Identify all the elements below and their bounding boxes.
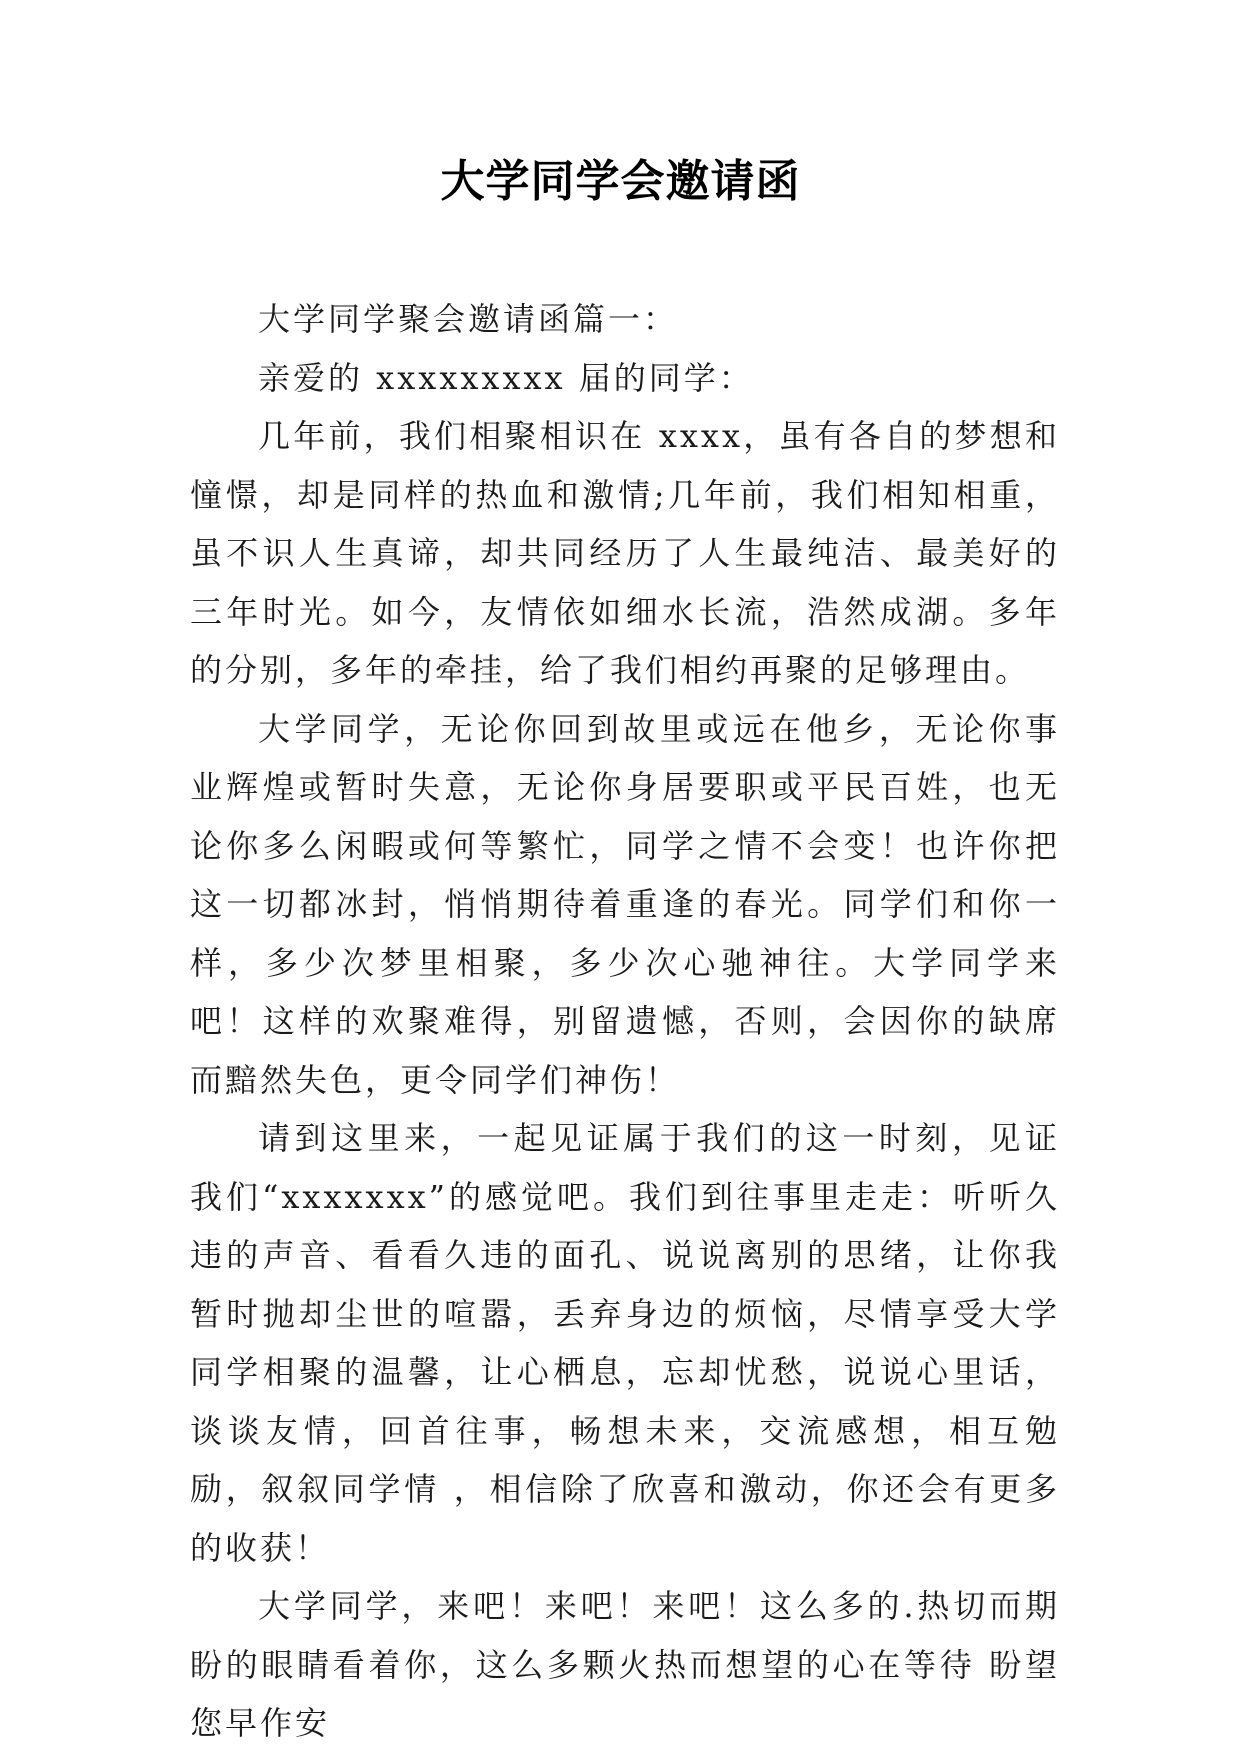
- document-body: [190, 290, 1060, 1753]
- section-heading: 大学同学聚会邀请函篇一：: [258, 300, 679, 338]
- paragraph-1: 几年前，我们相聚相识在 xxxx，虽有各自的梦想和憧憬，却是同样的热血和激情;几年前，我们相知相重，虽不识人生真谛，却共同经历了人生最纯洁、最美好的三年时光。如今，友情依如细水长流，浩然成湖。多年的分别，多年的牵挂，给了我们相约再聚的足够理由。: [190, 417, 1060, 689]
- paragraph-4: 大学同学，来吧！来吧！来吧！这么多的.热切而期盼的眼睛看着你，这么多颗火热而想望的心在等待 盼望您早作安: [190, 1587, 1060, 1742]
- salutation: 亲爱的 xxxxxxxxx 届的同学：: [258, 358, 754, 397]
- paragraph-2: 大学同学，无论你回到故里或远在他乡，无论你事业辉煌或暂时失意，无论你身居要职或平民百姓，也无论你多么闲暇或何等繁忙，同学之情不会变！也许你把这一切都冰封，悄悄期待着重逢的春光。同学们和你一样，多少次梦里相聚，多少次心驰神往。大学同学来吧！这样的欢聚难得，别留遗憾，否则，会因你的缺席而黯然失色，更令同学们神伤！: [190, 709, 1060, 1099]
- document-title: 大学同学会邀请函: [440, 156, 801, 207]
- paragraph-3: 请到这里来，一起见证属于我们的这一时刻，见证我们“xxxxxxx”的感觉吧。我们到往事里走走：听听久违的声音、看看久违的面孔、说说离别的思绪，让你我暂时抛却尘世的喧嚣，丢弃身边的烦恼，尽情享受大学同学相聚的温馨，让心栖息，忘却忧愁，说说心里话，谈谈友情，回首往事，畅想未来，交流感想，相互勉励，叙叙同学情 ，相信除了欣喜和激动，你还会有更多的收获！: [190, 1119, 1060, 1567]
